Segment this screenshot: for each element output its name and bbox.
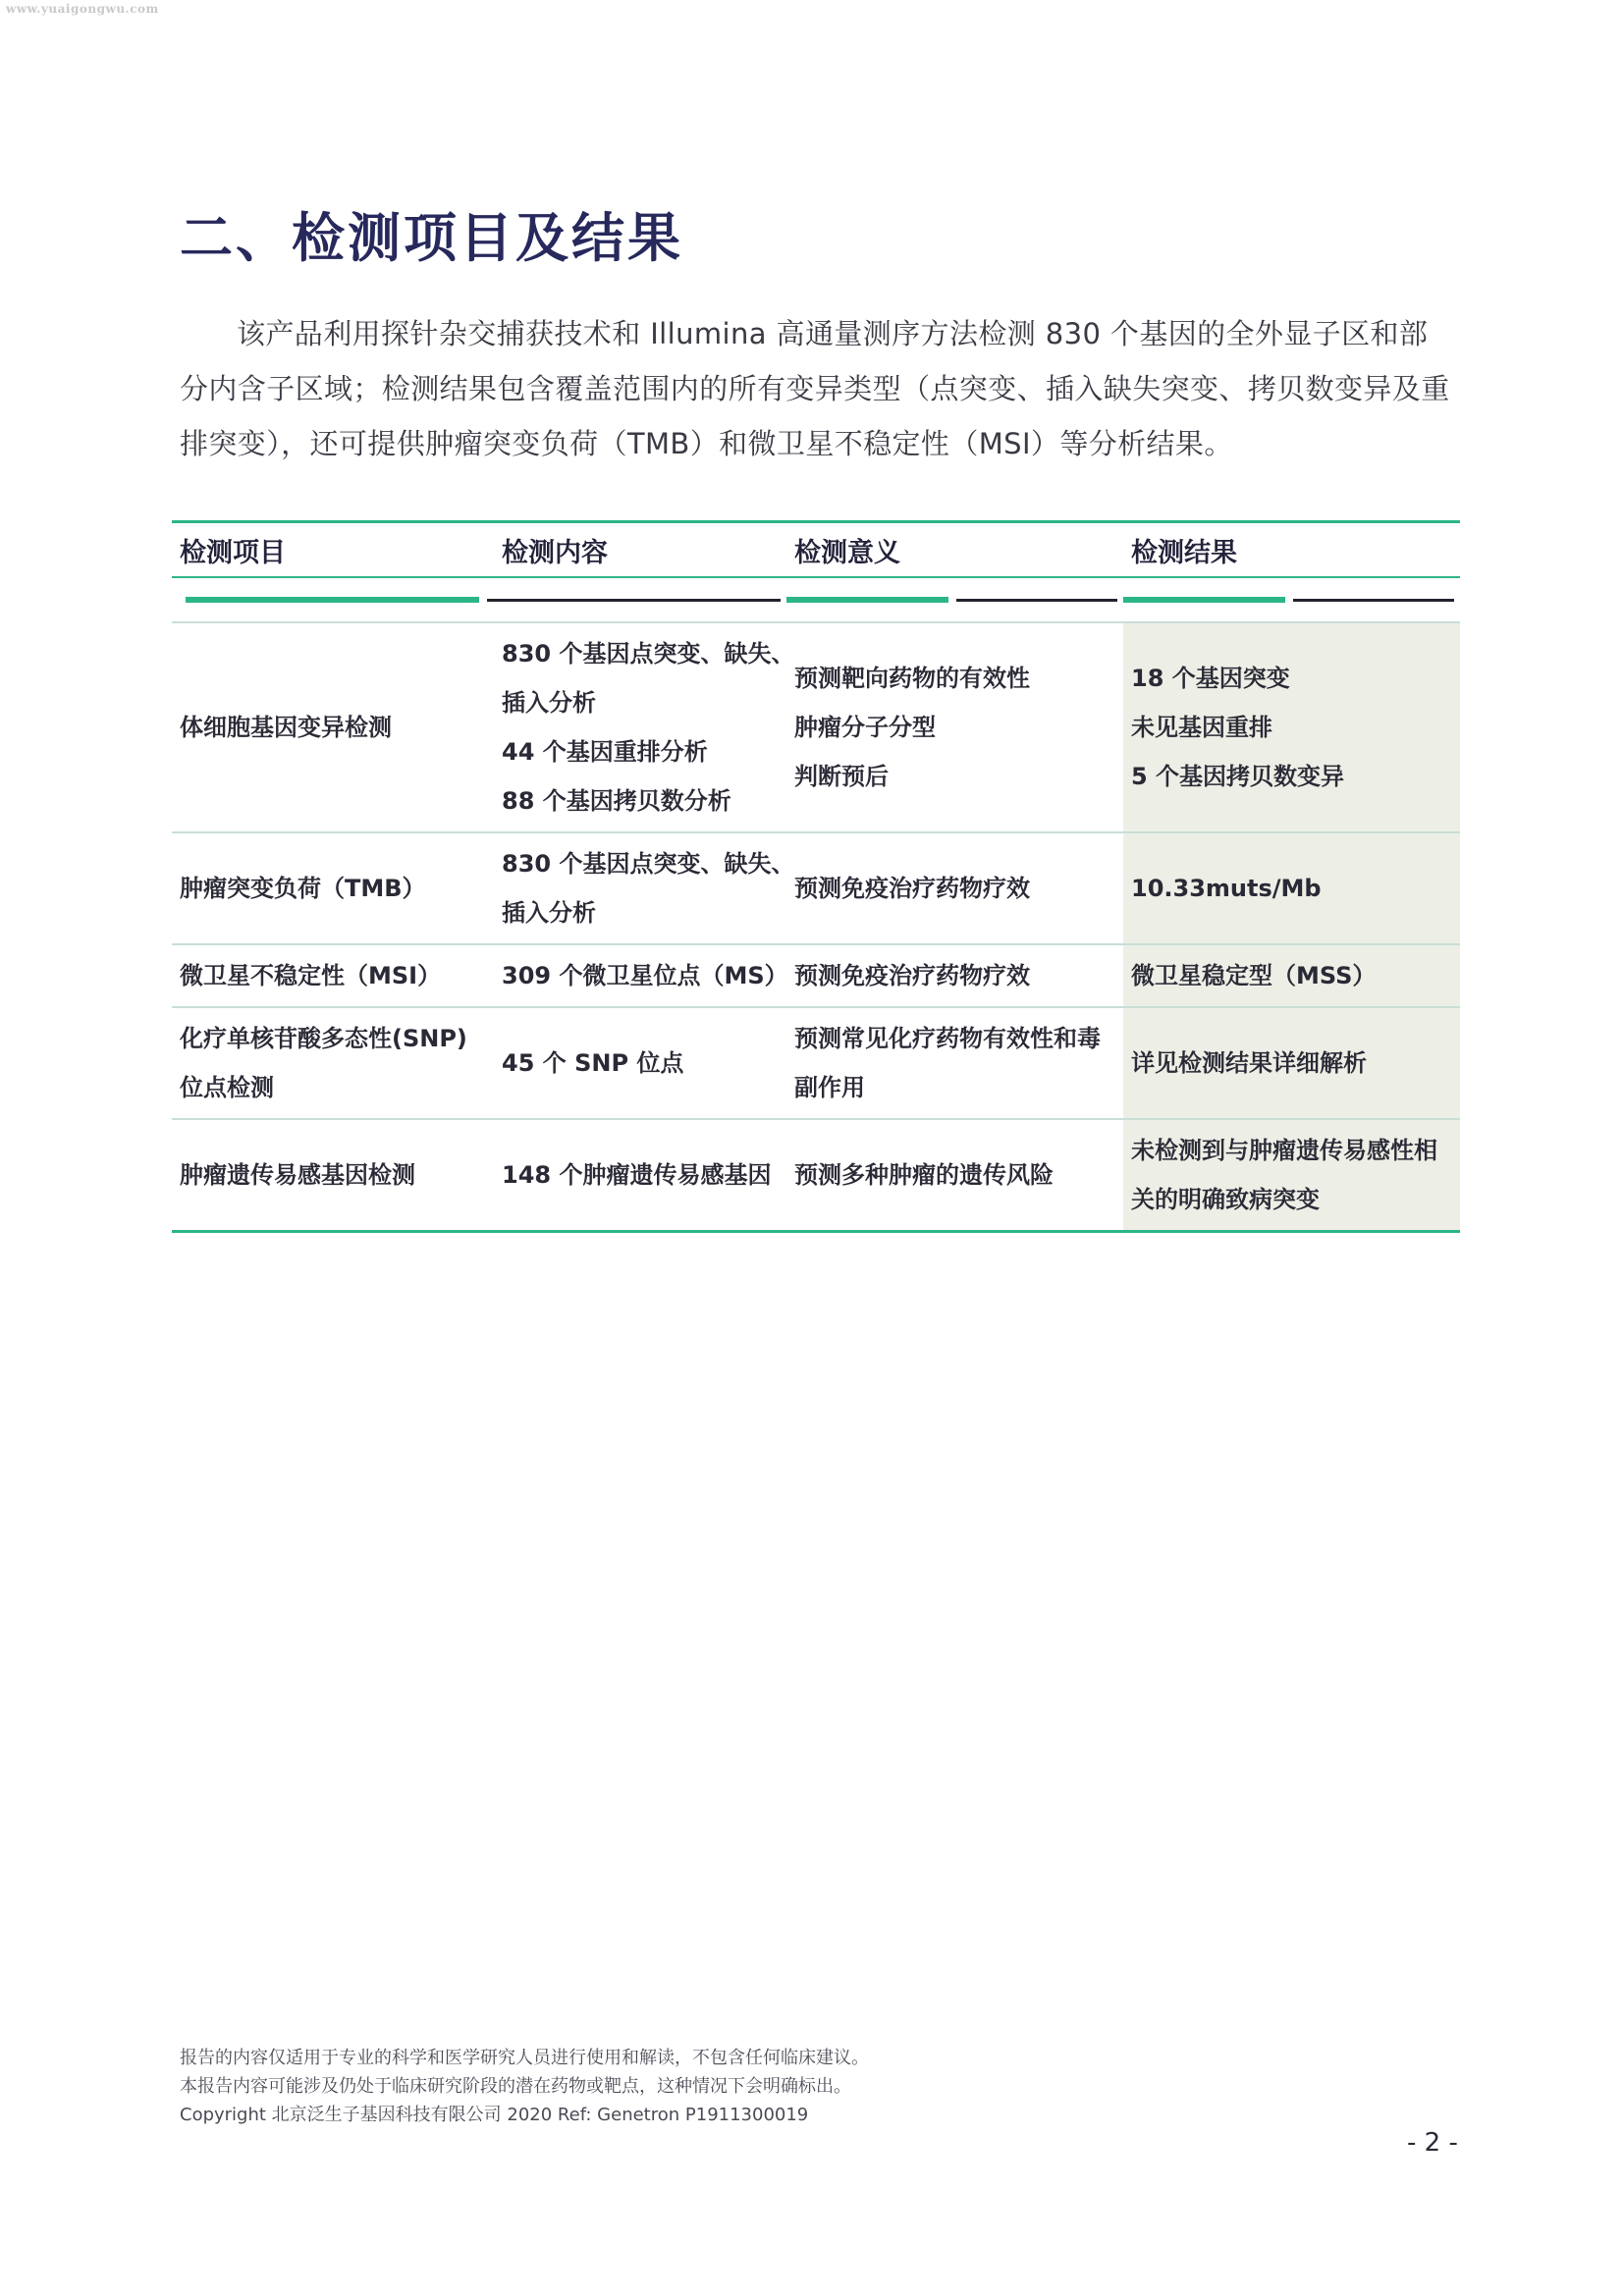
header-bars-mid <box>786 577 1123 622</box>
cell-line: 预测靶向药物的有效性 <box>794 665 1030 692</box>
cell-line: 位点检测 <box>180 1074 274 1101</box>
cell-line: 148 个肿瘤遗传易感基因 <box>502 1161 772 1189</box>
cell-line: 5 个基因拷贝数变异 <box>1131 763 1345 790</box>
table-header-row <box>172 522 1460 578</box>
cell-line: 肿瘤突变负荷（TMB） <box>180 875 426 902</box>
table-row <box>172 622 1460 832</box>
cell-result <box>1123 832 1460 944</box>
cell-line: 309 个微卫星位点（MS） <box>502 962 788 989</box>
header-significance: 检测意义 <box>786 522 1123 578</box>
watermark: www.yuaigongwu.com <box>6 2 159 16</box>
cell-significance <box>786 622 1123 832</box>
page-number: - 2 - <box>1407 2128 1458 2158</box>
section-title: 二、检测项目及结果 <box>180 207 683 269</box>
cell-result <box>1123 944 1460 1007</box>
cell-line: 关的明确致病突变 <box>1131 1186 1320 1213</box>
cell-line: 体细胞基因变异检测 <box>180 714 392 741</box>
cell-line: 未见基因重排 <box>1131 714 1272 741</box>
cell-item <box>172 944 494 1007</box>
table-row <box>172 832 1460 944</box>
cell-line: 副作用 <box>794 1074 865 1101</box>
cell-line: 化疗单核苷酸多态性(SNP) <box>180 1025 467 1052</box>
dark-bar <box>1293 599 1455 602</box>
green-bar <box>1123 597 1285 603</box>
header-bars-right <box>1123 577 1460 622</box>
cell-line: 18 个基因突变 <box>1131 665 1290 692</box>
cell-item <box>172 1007 494 1119</box>
footer-line: 报告的内容仅适用于专业的科学和医学研究人员进行使用和解读，不包含任何临床建议。 <box>180 2048 869 2068</box>
cell-item <box>172 832 494 944</box>
footer-line: Copyright 北京泛生子基因科技有限公司 2020 Ref: Genetron P1911300019 <box>180 2105 809 2125</box>
dark-bar <box>956 599 1118 602</box>
footer-disclaimer <box>180 2044 1162 2129</box>
cell-line: 830 个基因点突变、缺失、 <box>502 640 795 667</box>
cell-significance <box>786 1119 1123 1232</box>
cell-content <box>494 622 795 832</box>
cell-line: 判断预后 <box>794 763 889 790</box>
cell-line: 详见检测结果详细解析 <box>1131 1049 1367 1077</box>
intro-paragraph: 该产品利用探针杂交捕获技术和 Illumina 高通量测序方法检测 830 个基因的全外显子区和部分内含子区域；检测结果包含覆盖范围内的所有变异类型（点突变、插入缺失突变、拷贝数变异及重排突变），还可提供肿瘤突变负荷（TMB）和微卫星不稳定性（MSI）等分析结果。 <box>180 317 1450 460</box>
cell-significance <box>786 832 1123 944</box>
cell-line: 肿瘤遗传易感基因检测 <box>180 1161 415 1189</box>
cell-line: 预测常见化疗药物有效性和毒 <box>794 1025 1101 1052</box>
cell-line: 45 个 SNP 位点 <box>502 1049 684 1077</box>
cell-result <box>1123 622 1460 832</box>
cell-line: 预测多种肿瘤的遗传风险 <box>794 1161 1054 1189</box>
cell-line: 微卫星不稳定性（MSI） <box>180 962 442 989</box>
cell-line: 微卫星稳定型（MSS） <box>1131 962 1377 989</box>
table-row <box>172 1119 1460 1232</box>
dark-bar <box>487 599 781 602</box>
cell-line: 肿瘤分子分型 <box>794 714 936 741</box>
cell-content <box>494 1119 786 1232</box>
table-row <box>172 944 1460 1007</box>
header-decoration-row <box>172 577 1460 622</box>
cell-result <box>1123 1007 1460 1119</box>
cell-content <box>494 832 795 944</box>
footer-line: 本报告内容可能涉及仍处于临床研究阶段的潜在药物或靶点，这种情况下会明确标出。 <box>180 2076 851 2097</box>
header-item: 检测项目 <box>172 522 494 578</box>
cell-line: 10.33muts/Mb <box>1131 875 1322 902</box>
cell-line: 未检测到与肿瘤遗传易感性相 <box>1131 1137 1437 1164</box>
cell-line: 830 个基因点突变、缺失、 <box>502 850 795 878</box>
cell-content <box>494 944 786 1007</box>
header-content: 检测内容 <box>494 522 786 578</box>
cell-line: 44 个基因重排分析 <box>502 738 708 766</box>
cell-line: 预测免疫治疗药物疗效 <box>794 962 1030 989</box>
table-row <box>172 1007 1460 1119</box>
cell-line: 预测免疫治疗药物疗效 <box>794 875 1030 902</box>
green-bar <box>786 597 948 603</box>
table-body <box>172 622 1460 1232</box>
cell-significance <box>786 944 1123 1007</box>
cell-result <box>1123 1119 1460 1232</box>
green-bar <box>186 597 479 603</box>
cell-item <box>172 1119 494 1232</box>
cell-line: 88 个基因拷贝数分析 <box>502 787 731 815</box>
cell-content <box>494 1007 786 1119</box>
cell-line: 插入分析 <box>502 899 596 927</box>
cell-significance <box>786 1007 1123 1119</box>
cell-item <box>172 622 494 832</box>
header-result: 检测结果 <box>1123 522 1460 578</box>
cell-line: 插入分析 <box>502 689 596 717</box>
results-table <box>172 520 1460 1233</box>
header-bars-left <box>172 577 786 622</box>
